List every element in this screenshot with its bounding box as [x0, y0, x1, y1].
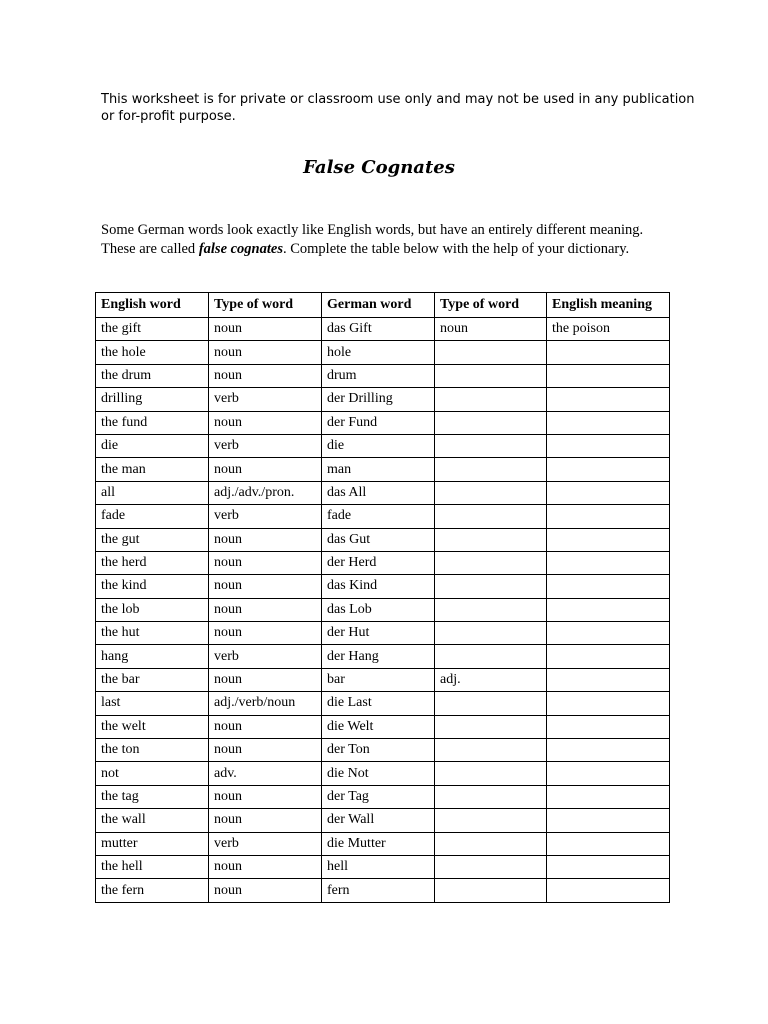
table-row — [96, 458, 670, 481]
table-body — [96, 318, 670, 903]
german-type-cell[interactable] — [435, 762, 547, 785]
english-word-cell: the lob — [96, 598, 209, 621]
english-meaning-cell[interactable] — [547, 388, 670, 411]
english-word-cell: fade — [96, 505, 209, 528]
german-type-cell[interactable] — [435, 458, 547, 481]
table-row — [96, 341, 670, 364]
english-type-cell: adj./adv./pron. — [209, 481, 322, 504]
table-row — [96, 809, 670, 832]
german-type-cell[interactable] — [435, 411, 547, 434]
english-meaning-cell[interactable] — [547, 551, 670, 574]
english-word-cell: the gift — [96, 318, 209, 341]
german-type-cell[interactable] — [435, 505, 547, 528]
german-word-cell: der Wall — [322, 809, 435, 832]
english-type-cell: noun — [209, 879, 322, 902]
english-word-cell: the bar — [96, 668, 209, 691]
intro-text-end: . Complete the table below with the help of your dictionary. — [282, 240, 630, 257]
german-word-cell: der Ton — [322, 739, 435, 762]
table-row — [96, 388, 670, 411]
table-row — [96, 411, 670, 434]
intro-text-start: Some German words look exactly like English words, but have an entirely different meaning. These are called — [101, 222, 644, 257]
german-word-cell: drum — [322, 364, 435, 387]
german-word-cell: der Tag — [322, 785, 435, 808]
german-type-cell: adj. — [435, 668, 547, 691]
german-type-cell[interactable] — [435, 715, 547, 738]
english-meaning-cell[interactable] — [547, 575, 670, 598]
table-row — [96, 645, 670, 668]
english-type-cell: noun — [209, 598, 322, 621]
table-row — [96, 575, 670, 598]
english-type-cell: noun — [209, 715, 322, 738]
table-row — [96, 692, 670, 715]
table-row — [96, 598, 670, 621]
english-type-cell: noun — [209, 411, 322, 434]
english-word-cell: the ton — [96, 739, 209, 762]
english-type-cell: noun — [209, 809, 322, 832]
english-word-cell: the hut — [96, 622, 209, 645]
english-type-cell: noun — [209, 739, 322, 762]
english-type-cell: verb — [209, 832, 322, 855]
table-row — [96, 481, 670, 504]
german-word-cell: die Not — [322, 762, 435, 785]
english-meaning-cell[interactable] — [547, 762, 670, 785]
german-word-cell: die Last — [322, 692, 435, 715]
english-meaning-cell[interactable] — [547, 715, 670, 738]
german-type-cell[interactable] — [435, 388, 547, 411]
table-row — [96, 715, 670, 738]
table-row — [96, 879, 670, 902]
table-header-row — [96, 293, 670, 318]
usage-notice: This worksheet is for private or classroom use only and may not be used in any publication or for-profit purpose. — [101, 92, 695, 124]
german-word-cell: der Drilling — [322, 388, 435, 411]
header-english-meaning: English meaning — [547, 293, 670, 318]
german-type-cell[interactable] — [435, 739, 547, 762]
header-german-word: German word — [322, 293, 435, 318]
english-meaning-cell[interactable] — [547, 622, 670, 645]
english-type-cell: noun — [209, 668, 322, 691]
german-word-cell: das Lob — [322, 598, 435, 621]
intro-emphasis: false cognates — [198, 240, 283, 257]
header-english-type: Type of word — [209, 293, 322, 318]
german-type-cell[interactable] — [435, 855, 547, 878]
english-type-cell: verb — [209, 645, 322, 668]
english-meaning-cell[interactable] — [547, 832, 670, 855]
english-word-cell: hang — [96, 645, 209, 668]
english-type-cell: noun — [209, 364, 322, 387]
english-word-cell: die — [96, 434, 209, 457]
german-type-cell[interactable] — [435, 575, 547, 598]
english-word-cell: drilling — [96, 388, 209, 411]
english-word-cell: the fund — [96, 411, 209, 434]
german-word-cell: die Welt — [322, 715, 435, 738]
english-meaning-cell[interactable] — [547, 855, 670, 878]
german-word-cell: hell — [322, 855, 435, 878]
english-meaning-cell[interactable] — [547, 645, 670, 668]
german-type-cell[interactable] — [435, 528, 547, 551]
english-type-cell: adv. — [209, 762, 322, 785]
german-type-cell[interactable] — [435, 645, 547, 668]
english-word-cell: the herd — [96, 551, 209, 574]
german-word-cell: das All — [322, 481, 435, 504]
german-type-cell[interactable] — [435, 622, 547, 645]
german-word-cell: die — [322, 434, 435, 457]
german-word-cell: die Mutter — [322, 832, 435, 855]
english-type-cell: verb — [209, 388, 322, 411]
table-row — [96, 528, 670, 551]
header-german-type: Type of word — [435, 293, 547, 318]
german-type-cell[interactable] — [435, 809, 547, 832]
english-meaning-cell[interactable] — [547, 809, 670, 832]
english-word-cell: mutter — [96, 832, 209, 855]
english-type-cell: verb — [209, 505, 322, 528]
english-word-cell: last — [96, 692, 209, 715]
german-type-cell[interactable] — [435, 879, 547, 902]
english-word-cell: the welt — [96, 715, 209, 738]
table-row — [96, 855, 670, 878]
english-type-cell: noun — [209, 622, 322, 645]
table-row — [96, 318, 670, 341]
german-type-cell[interactable] — [435, 692, 547, 715]
english-meaning-cell[interactable] — [547, 879, 670, 902]
intro-paragraph — [101, 221, 681, 258]
english-meaning-cell[interactable] — [547, 739, 670, 762]
worksheet-title: False Cognates — [303, 157, 455, 178]
english-meaning-cell[interactable] — [547, 364, 670, 387]
table-row — [96, 505, 670, 528]
german-type-cell[interactable] — [435, 434, 547, 457]
german-word-cell: der Hut — [322, 622, 435, 645]
english-meaning-cell[interactable] — [547, 668, 670, 691]
english-meaning-cell[interactable] — [547, 411, 670, 434]
english-word-cell: the gut — [96, 528, 209, 551]
english-type-cell: noun — [209, 785, 322, 808]
english-meaning-cell[interactable] — [547, 692, 670, 715]
english-word-cell: the man — [96, 458, 209, 481]
english-type-cell: noun — [209, 575, 322, 598]
table-row — [96, 364, 670, 387]
german-word-cell: hole — [322, 341, 435, 364]
german-word-cell: der Herd — [322, 551, 435, 574]
table-row — [96, 785, 670, 808]
english-type-cell: adj./verb/noun — [209, 692, 322, 715]
english-word-cell: the tag — [96, 785, 209, 808]
table-row — [96, 739, 670, 762]
german-word-cell: das Gut — [322, 528, 435, 551]
english-word-cell: all — [96, 481, 209, 504]
german-type-cell[interactable] — [435, 341, 547, 364]
german-word-cell: fern — [322, 879, 435, 902]
german-word-cell: der Hang — [322, 645, 435, 668]
german-word-cell: der Fund — [322, 411, 435, 434]
english-word-cell: the hole — [96, 341, 209, 364]
table-row — [96, 832, 670, 855]
german-type-cell[interactable] — [435, 832, 547, 855]
english-word-cell: the hell — [96, 855, 209, 878]
table-row — [96, 622, 670, 645]
german-type-cell[interactable] — [435, 551, 547, 574]
german-word-cell: fade — [322, 505, 435, 528]
table-row — [96, 434, 670, 457]
english-meaning-cell[interactable] — [547, 505, 670, 528]
english-type-cell: noun — [209, 855, 322, 878]
english-type-cell: verb — [209, 434, 322, 457]
english-type-cell: noun — [209, 318, 322, 341]
german-type-cell[interactable] — [435, 481, 547, 504]
german-word-cell: bar — [322, 668, 435, 691]
table-row — [96, 762, 670, 785]
german-word-cell: man — [322, 458, 435, 481]
english-word-cell: the fern — [96, 879, 209, 902]
german-word-cell: das Gift — [322, 318, 435, 341]
english-word-cell: the kind — [96, 575, 209, 598]
german-type-cell[interactable] — [435, 598, 547, 621]
english-type-cell: noun — [209, 528, 322, 551]
german-type-cell[interactable] — [435, 785, 547, 808]
english-word-cell: the drum — [96, 364, 209, 387]
false-cognates-table — [95, 292, 670, 903]
english-word-cell: not — [96, 762, 209, 785]
english-meaning-cell: the poison — [547, 318, 670, 341]
german-word-cell: das Kind — [322, 575, 435, 598]
english-type-cell: noun — [209, 458, 322, 481]
english-meaning-cell[interactable] — [547, 458, 670, 481]
english-meaning-cell[interactable] — [547, 785, 670, 808]
table-row — [96, 551, 670, 574]
german-type-cell[interactable] — [435, 364, 547, 387]
english-meaning-cell[interactable] — [547, 434, 670, 457]
german-type-cell: noun — [435, 318, 547, 341]
english-type-cell: noun — [209, 341, 322, 364]
english-type-cell: noun — [209, 551, 322, 574]
table-row — [96, 668, 670, 691]
english-meaning-cell[interactable] — [547, 481, 670, 504]
english-meaning-cell[interactable] — [547, 341, 670, 364]
header-english-word: English word — [96, 293, 209, 318]
english-word-cell: the wall — [96, 809, 209, 832]
english-meaning-cell[interactable] — [547, 528, 670, 551]
english-meaning-cell[interactable] — [547, 598, 670, 621]
